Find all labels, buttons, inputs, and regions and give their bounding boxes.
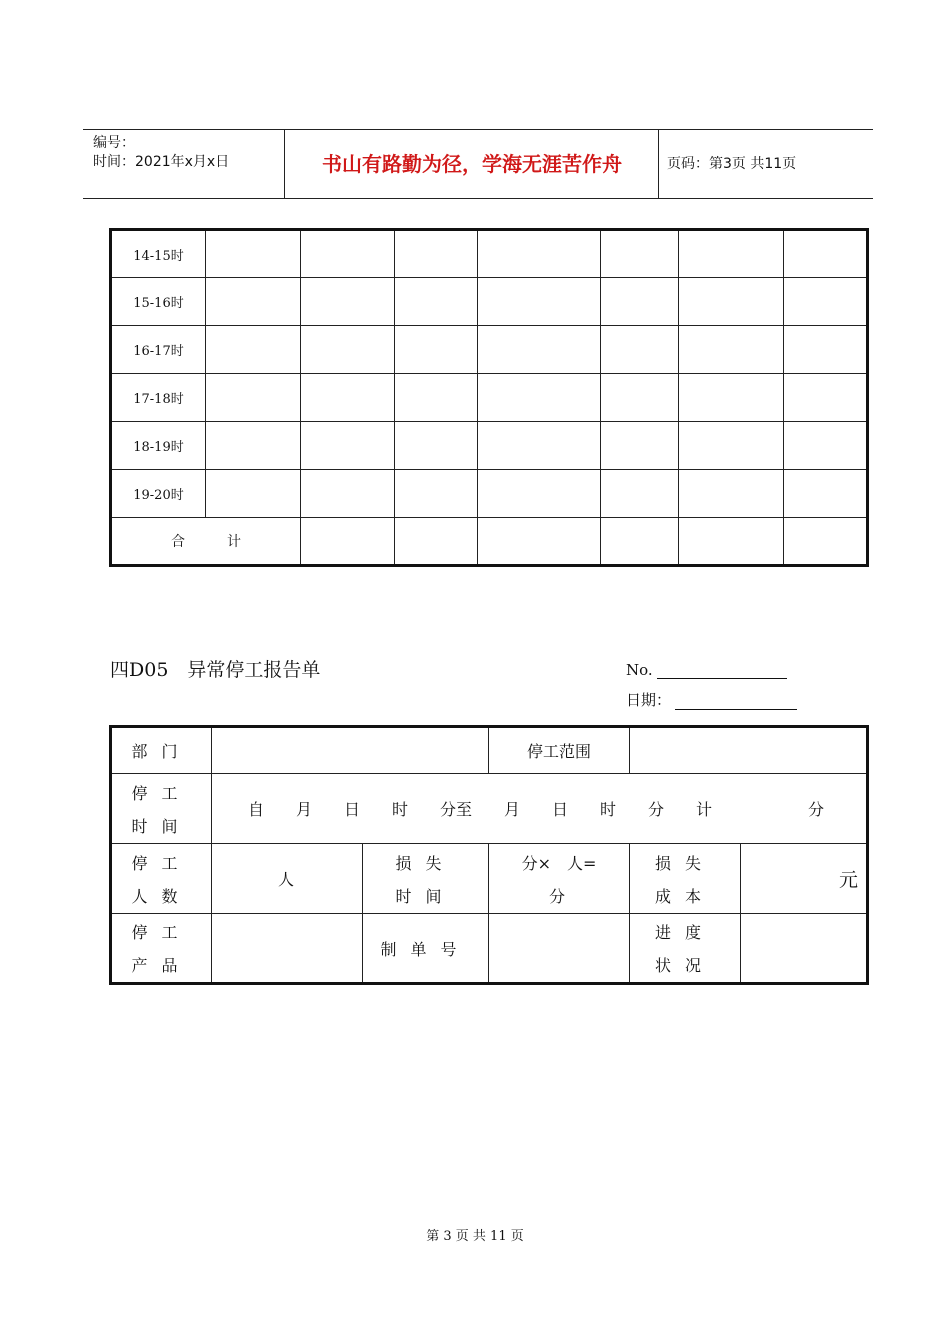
stop-time-value: 自 月 日 时 分至 月 日 时 分 计 分: [212, 774, 868, 844]
stop-product-row: [111, 914, 868, 984]
table-cell: [601, 230, 679, 278]
stop-people-label: [111, 844, 212, 914]
order-no-value: [489, 914, 630, 984]
label-line: 停工: [131, 853, 192, 873]
page-footer: 第 3 页 共 11 页: [426, 1229, 524, 1244]
date-field: [626, 689, 797, 710]
dept-value: [212, 727, 489, 774]
hour-label: 16-17时: [111, 326, 206, 374]
table-cell: [784, 326, 868, 374]
label-line: 损失: [654, 853, 715, 873]
table-cell: [601, 278, 679, 326]
dept-row: [111, 727, 868, 774]
table-cell: [601, 518, 679, 566]
table-cell: [301, 230, 395, 278]
table-cell: [478, 470, 601, 518]
label-line: 进度: [654, 923, 715, 942]
order-no-label: 制单号: [363, 914, 489, 984]
label-line: 产品: [131, 956, 192, 975]
loss-time-label: [363, 844, 489, 914]
dept-label: 部门: [111, 727, 212, 774]
table-row: [111, 326, 868, 374]
table-cell: [301, 374, 395, 422]
hour-label: 17-18时: [111, 374, 206, 422]
no-label: No.: [626, 661, 653, 679]
table-cell: [679, 422, 784, 470]
table-row: [111, 422, 868, 470]
label-line: 人数: [131, 886, 192, 906]
table-cell: [478, 326, 601, 374]
header-meta: [93, 134, 229, 172]
label-line: 时间: [395, 886, 456, 906]
table-cell: [679, 278, 784, 326]
table-cell: [395, 518, 478, 566]
table-cell: [784, 470, 868, 518]
no-underline: [657, 662, 787, 679]
hour-label: 18-19时: [111, 422, 206, 470]
table-cell: [206, 278, 301, 326]
progress-value: [741, 914, 868, 984]
table-cell: [478, 230, 601, 278]
label-line: 成本: [654, 886, 715, 906]
table-row: [111, 278, 868, 326]
hour-label: 19-20时: [111, 470, 206, 518]
table-cell: [784, 278, 868, 326]
page-header: [83, 129, 873, 199]
table-cell: [679, 374, 784, 422]
stoppage-report-table: [109, 725, 869, 985]
table-cell: [206, 230, 301, 278]
table-cell: [601, 374, 679, 422]
stop-product-value: [212, 914, 363, 984]
table-cell: [478, 518, 601, 566]
table-row: [111, 230, 868, 278]
table-cell: [784, 518, 868, 566]
table-cell: [206, 326, 301, 374]
stop-people-row: [111, 844, 868, 914]
label-line: 停工: [131, 783, 192, 803]
people-unit: 人: [212, 844, 363, 914]
cost-unit: 元: [741, 844, 868, 914]
table-row: [111, 374, 868, 422]
total-label: 合 计: [111, 518, 301, 566]
progress-label: [630, 914, 741, 984]
loss-cost-label: [630, 844, 741, 914]
stop-product-label: [111, 914, 212, 984]
table-cell: [784, 374, 868, 422]
motto: 书山有路勤为径，学海无涯苦作舟: [322, 152, 622, 176]
table-cell: [206, 470, 301, 518]
table-cell: [784, 230, 868, 278]
loss-time-value: [489, 844, 630, 914]
table-cell: [206, 422, 301, 470]
code-label: 编号：: [93, 135, 135, 151]
table-cell: [301, 518, 395, 566]
table-cell: [478, 278, 601, 326]
date-underline: [675, 693, 797, 710]
table-cell: [478, 422, 601, 470]
table-cell: [601, 326, 679, 374]
table-cell: [301, 422, 395, 470]
value-line: 分× 人=: [521, 853, 597, 873]
label-line: 停工: [131, 923, 192, 942]
stop-range-value: [630, 727, 868, 774]
label-line: 状况: [654, 956, 715, 975]
table-cell: [478, 374, 601, 422]
table-cell: [784, 422, 868, 470]
form-title: 四D05 异常停工报告单: [110, 659, 321, 681]
date-label: 日期：: [626, 691, 672, 709]
table-cell: [395, 278, 478, 326]
table-cell: [301, 470, 395, 518]
table-cell: [679, 326, 784, 374]
table-row: [111, 470, 868, 518]
table-cell: [395, 470, 478, 518]
value-line: 分: [549, 886, 566, 906]
hourly-table: [109, 228, 869, 567]
hour-label: 15-16时: [111, 278, 206, 326]
table-cell: [395, 326, 478, 374]
header-divider: [658, 130, 659, 198]
stop-range-label: 停工范围: [489, 727, 630, 774]
hour-label: 14-15时: [111, 230, 206, 278]
table-cell: [679, 230, 784, 278]
table-cell: [301, 326, 395, 374]
table-cell: [301, 278, 395, 326]
table-cell: [395, 422, 478, 470]
table-cell: [206, 374, 301, 422]
no-field: [626, 661, 787, 679]
stop-time-label: [111, 774, 212, 844]
table-cell: [679, 470, 784, 518]
stop-time-row: [111, 774, 868, 844]
page-info: 页码：第3页 共11页: [667, 156, 797, 172]
label-line: 损失: [395, 853, 456, 873]
table-cell: [395, 230, 478, 278]
total-row: [111, 518, 868, 566]
table-cell: [679, 518, 784, 566]
table-cell: [395, 374, 478, 422]
time-label: 时间：2021年x月x日: [93, 154, 230, 170]
table-cell: [601, 422, 679, 470]
table-cell: [601, 470, 679, 518]
label-line: 时间: [131, 816, 192, 836]
